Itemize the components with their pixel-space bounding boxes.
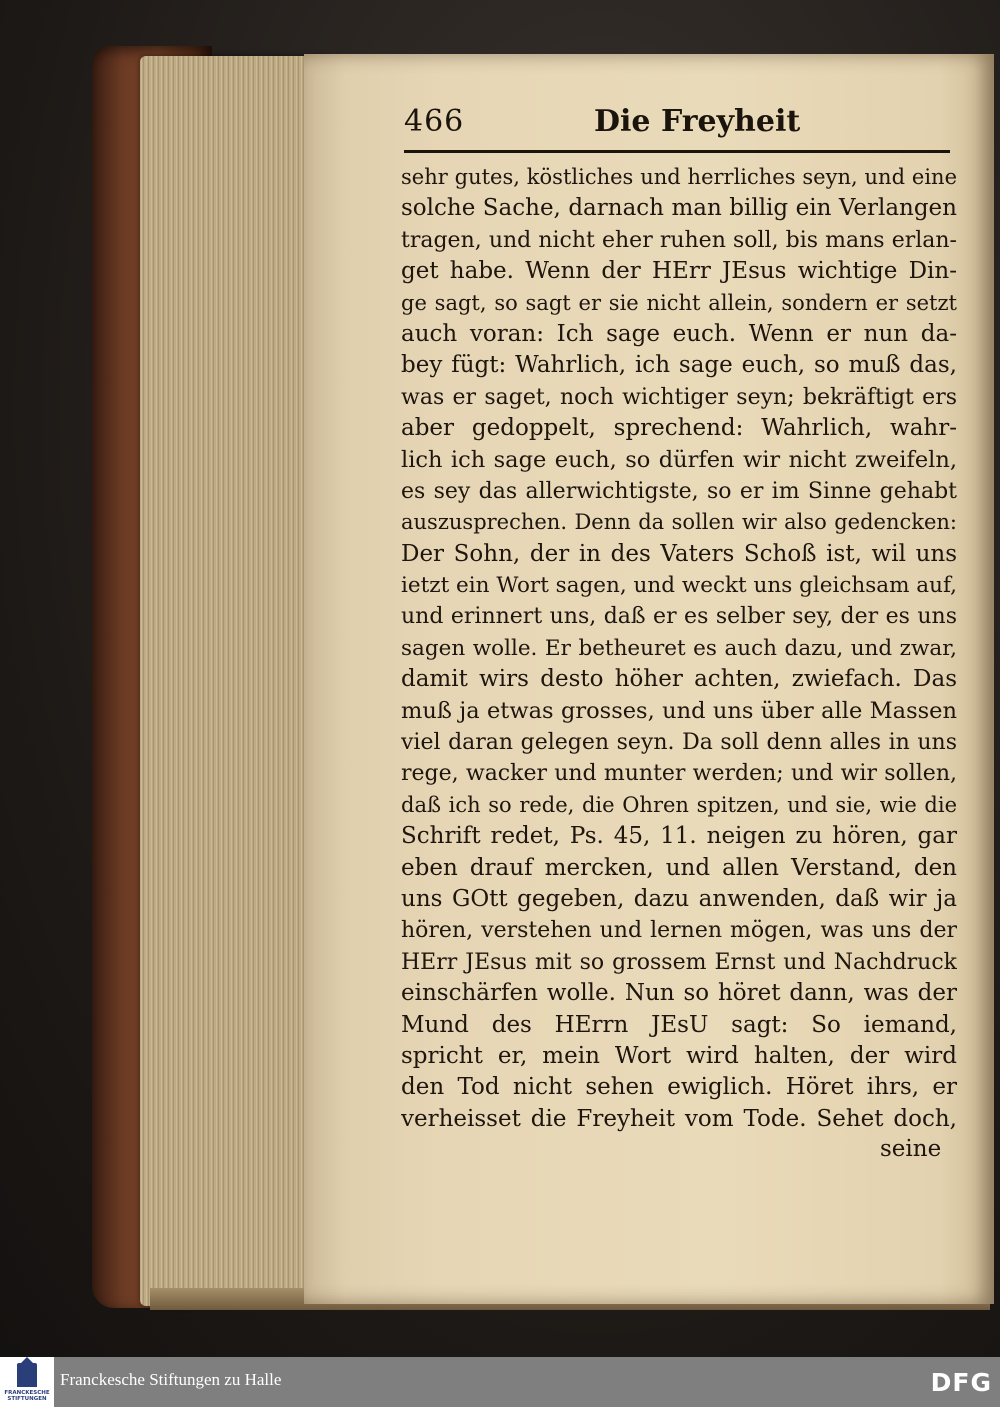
text-line: es sey das allerwichtigste, so er im Sinne gehabt bbox=[401, 478, 957, 504]
text-line: daß ich so rede, die Ohren spitzen, und sie, wie die bbox=[401, 792, 957, 817]
text-line: einschärfen wolle. Nun so höret dann, was der bbox=[401, 980, 957, 1007]
text-line: und erinnert uns, daß er es selber sey, der es uns bbox=[401, 604, 957, 630]
text-line: get habe. Wenn der HErr JEsus wichtige Din- bbox=[401, 258, 957, 285]
text-line: viel daran gelegen seyn. Da soll denn alles in uns bbox=[401, 730, 957, 756]
text-line: HErr JEsus mit so grossem Ernst und Nachdruck bbox=[401, 949, 957, 975]
text-line: auszusprechen. Denn da sollen wir also gedencken: bbox=[401, 510, 957, 535]
text-line: aber gedoppelt, sprechend: Wahrlich, wahr- bbox=[401, 415, 957, 442]
page-number: 466 bbox=[404, 104, 465, 139]
text-line: damit wirs desto höher achten, zwiefach. Das bbox=[401, 666, 957, 693]
text-line: Der Sohn, der in des Vaters Schoß ist, wil uns bbox=[401, 540, 957, 567]
text-line: den Tod nicht sehen ewiglich. Höret ihrs, er bbox=[401, 1074, 957, 1101]
text-line: ge sagt, so sagt er sie nicht allein, sondern er setzt bbox=[401, 290, 957, 315]
text-line: lich ich sage euch, so dürfen wir nicht zweifeln, bbox=[401, 446, 957, 473]
text-line: hören, verstehen und lernen mögen, was uns der bbox=[401, 918, 957, 944]
text-line: ietzt ein Wort sagen, und weckt uns gleichsam auf, bbox=[401, 573, 957, 599]
text-line: bey fügt: Wahrlich, ich sage euch, so muß das, bbox=[401, 352, 957, 379]
text-line: tragen, und nicht eher ruhen soll, bis mans erlan- bbox=[401, 227, 957, 253]
page-edges bbox=[140, 56, 325, 1306]
text-line: Mund des HErrn JEsU sagt: So iemand, bbox=[401, 1011, 957, 1038]
text-line: solche Sache, darnach man billig ein Verlangen bbox=[401, 195, 957, 222]
body-text bbox=[401, 162, 957, 1135]
text-line: verheisset die Freyheit vom Tode. Sehet doch, bbox=[401, 1105, 957, 1132]
institution-logo[interactable] bbox=[0, 1357, 54, 1407]
catchword: seine bbox=[880, 1136, 942, 1162]
building-icon bbox=[17, 1363, 37, 1387]
text-line: was er saget, noch wichtiger seyn; bekräftigt ers bbox=[401, 384, 957, 410]
dfg-logo[interactable]: DFG bbox=[930, 1368, 992, 1397]
header-rule bbox=[404, 150, 950, 153]
footer-bar bbox=[0, 1357, 1000, 1407]
text-line: spricht er, mein Wort wird halten, der wird bbox=[401, 1042, 957, 1069]
text-line: sagen wolle. Er betheuret es auch dazu, und zwar, bbox=[401, 635, 957, 661]
text-line: eben drauf mercken, und allen Verstand, den bbox=[401, 854, 957, 881]
text-line: uns GOtt gegeben, dazu anwenden, daß wir ja bbox=[401, 885, 957, 912]
text-line: rege, wacker und munter werden; und wir sollen, bbox=[401, 761, 957, 787]
text-line: muß ja etwas grosses, und uns über alle Massen bbox=[401, 697, 957, 724]
page-header bbox=[404, 104, 964, 148]
institution-name[interactable]: Franckesche Stiftungen zu Halle bbox=[60, 1370, 282, 1389]
text-line: sehr gutes, köstliches und herrliches seyn, und eine bbox=[401, 165, 957, 189]
text-line: Schrift redet, Ps. 45, 11. neigen zu hören, gar bbox=[401, 823, 957, 850]
text-line: auch voran: Ich sage euch. Wenn er nun da- bbox=[401, 320, 957, 347]
running-title: Die Freyheit bbox=[594, 104, 801, 139]
logo-text: FRANCKESCHE STIFTUNGEN bbox=[4, 1390, 50, 1402]
